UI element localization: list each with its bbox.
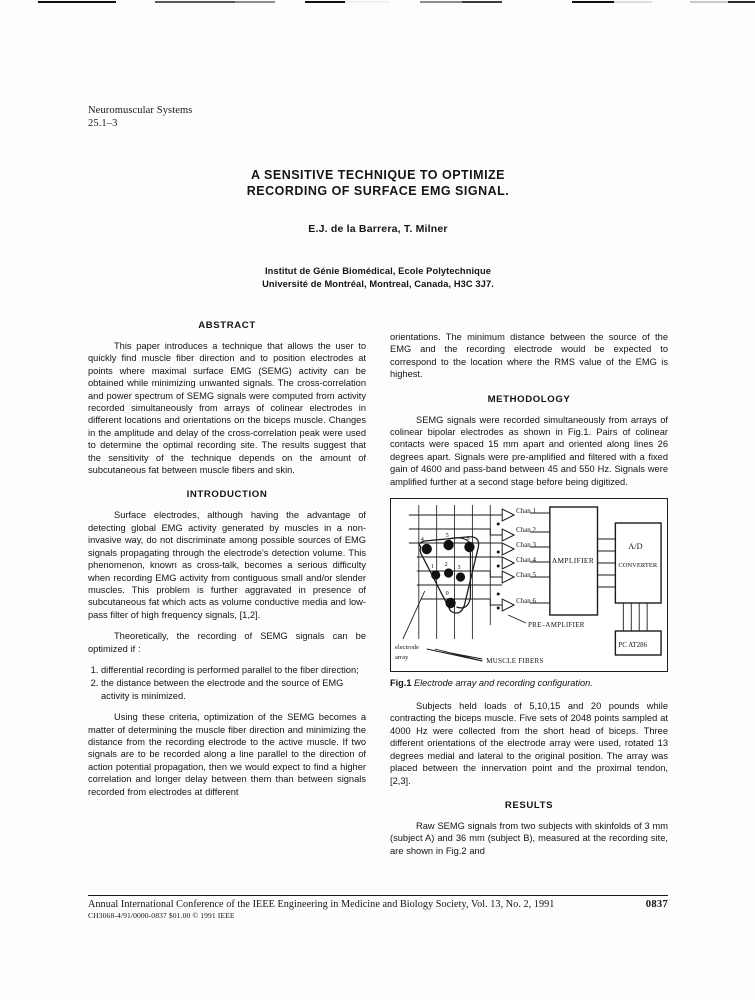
- affiliation: [88, 265, 668, 291]
- figure-1-diagram: [391, 499, 667, 671]
- svg-text:5: 5: [445, 533, 449, 540]
- svg-text:2: 2: [444, 562, 448, 569]
- two-column-body: [88, 307, 668, 866]
- paper-sheet: [88, 105, 668, 866]
- amplifier-label: AMPLIFIER: [551, 556, 595, 566]
- section-heading-methodology: METHODOLOGY: [487, 393, 571, 405]
- adc-to-pc-bus: [623, 603, 647, 631]
- section-heading-results: RESULTS: [504, 799, 554, 811]
- section-heading-introduction: INTRODUCTION: [186, 489, 268, 501]
- running-head-line2: 25.1–3: [88, 117, 118, 129]
- criteria-item-1: 1. differential recording is performed parallel to the fiber direction;: [101, 664, 366, 676]
- page-number: 0837: [645, 899, 668, 910]
- affiliation-line1: Institut de Génie Biomédical, Ecole Polytechnique: [264, 266, 491, 276]
- array-label-line1: electrode: [394, 644, 419, 652]
- right-column: [390, 307, 668, 866]
- channel-label-2: Chan 2: [516, 526, 536, 535]
- methodology-paragraph-1: SEMG signals were recorded simultaneously from arrays of colinear bipolar electrodes as shown in Fig.1. Pairs of colinear contacts were spaced 15 mm apart and oriented along lines 26 degrees apart. Signals were pre-amplified and filtered with a fixed gain of 4600 and pass-band between 45 and 550 Hz. Signals were amplified further at a second stage before being digitized.: [390, 414, 668, 487]
- footer-divider: [88, 895, 668, 896]
- running-head: [88, 105, 668, 130]
- page-footer: [88, 895, 668, 920]
- channel-label-3: Chan 3: [516, 541, 536, 550]
- svg-text:1: 1: [430, 564, 434, 571]
- left-column: [88, 307, 366, 866]
- channel-label-6: Chan 6: [516, 597, 536, 606]
- section-heading-abstract: ABSTRACT: [198, 320, 256, 331]
- introduction-paragraph-3: Using these criteria, optimization of the SEMG becomes a matter of determining the muscle fiber direction and minimizing the distance from the recording electrode to the active muscle. If two signals are to be recorded along a line parallel to the direction of action potential propagation, then we would expect to find a higher correlation and longer delay between them than between signals recorded from electrodes at different: [88, 712, 366, 797]
- figure-1: [390, 498, 668, 672]
- results-paragraph-1: Raw SEMG signals from two subjects with skinfolds of 3 mm (subject A) and 36 mm (subject B), measured at the recording site, are shown in Fig.2 and: [390, 820, 668, 856]
- svg-text:3: 3: [457, 565, 461, 572]
- scan-artifact-streaks: [0, 0, 755, 4]
- muscle-fibers-label: MUSCLE FIBERS: [486, 657, 544, 666]
- affiliation-line2: Université de Montréal, Montreal, Canada, H3C 3J7.: [262, 279, 494, 289]
- svg-text:6: 6: [466, 536, 470, 543]
- footer-main-row: [88, 899, 668, 910]
- channel-label-5: Chan 5: [516, 571, 536, 580]
- array-label-line2: array: [394, 654, 409, 662]
- introduction-paragraph-3-continued: orientations. The minimum distance between the source of the EMG and the recording electrode would be expected to correspond to the location where the RMS value of the EMG is highest.: [390, 332, 668, 380]
- introduction-paragraph-2: Theoretically, the recording of SEMG signals can be optimized if :: [88, 631, 366, 654]
- computer-label: PC AT286: [618, 641, 648, 650]
- preamp-label: PRE–AMPLIFIER: [528, 621, 585, 630]
- abstract-paragraph: This paper introduces a technique that allows the user to quickly find muscle fiber direction and to position electrodes at points where maximal surface EMG (SEMG) activity can be obtained while minimizing unwanted signals. The cross-correlation and power spectrum of SEMG signals were computed from activity recorded simultaneously from arrays of colinear electrodes in different locations and orientations on the biceps muscle. Changes in the amplitude and delay of the cross-correlation peak were used to determine the optimal recording site. The results suggest that the sensitivity of the technique depends on the amount of subcutaneous fat between muscle fibers and skin.: [88, 341, 366, 476]
- author-list: E.J. de la Barrera, T. Milner: [308, 223, 448, 235]
- conference-citation: Annual International Conference of the IEEE Engineering in Medicine and Biology Society, Vol. 13, No. 2, 1991: [88, 899, 555, 910]
- figure-1-caption-label: Fig.1: [390, 678, 412, 689]
- adc-label-line1: A/D: [628, 542, 643, 552]
- channel-label-4: Chan 4: [516, 556, 536, 565]
- copyright-line: CH3068-4/91/0000-0837 $01.00 © 1991 IEEE: [88, 911, 235, 920]
- running-head-line1: Neuromuscular Systems: [88, 105, 193, 116]
- criteria-item-2: 2. the distance between the electrode and the source of EMG activity is minimized.: [101, 677, 366, 702]
- adc-label-line2: CONVERTER: [618, 562, 658, 570]
- svg-text:0: 0: [445, 591, 449, 598]
- svg-text:4: 4: [420, 537, 424, 544]
- column-top-spacer: [390, 307, 668, 331]
- introduction-paragraph-1: Surface electrodes, although having the advantage of detecting global EMG activity generated by muscles in a non-invasive way, do not discriminate among possible sources of EMG signals propagating through the electrode's detection volume. This phenomenon, known as cross-talk, becomes a serious difficulty when recording EMG activity from contiguous small and/or slender muscles. This problem is further aggravated in presence of subcutaneous fat which acts as volume conductive media and low-pass filter of high frequency signals, [1,2].: [88, 510, 366, 620]
- figure-1-caption-text: Electrode array and recording configuration.: [414, 678, 593, 689]
- channel-labels: [516, 507, 536, 605]
- optimization-criteria-list: [88, 664, 366, 702]
- methodology-paragraph-2: Subjects held loads of 5,10,15 and 20 pounds while contracting the biceps muscle. Five sets of 2048 points sampled at 4000 Hz were collected from the short head of biceps. Three different orientations of the electrode array were used, rotated 13 degrees medial and lateral to the original position. The array was placed between the innervation point and the proximal tendon, [2,3].: [390, 701, 668, 786]
- channel-label-1: Chan 1: [516, 507, 536, 516]
- page-title: [88, 167, 668, 199]
- amplifier-to-adc-bus: [598, 539, 616, 587]
- figure-1-caption: [390, 677, 668, 689]
- preamp-symbols: [497, 509, 514, 611]
- title-line1: A SENSITIVE TECHNIQUE TO OPTIMIZE: [250, 168, 506, 182]
- title-line2: RECORDING OF SURFACE EMG SIGNAL.: [246, 184, 510, 198]
